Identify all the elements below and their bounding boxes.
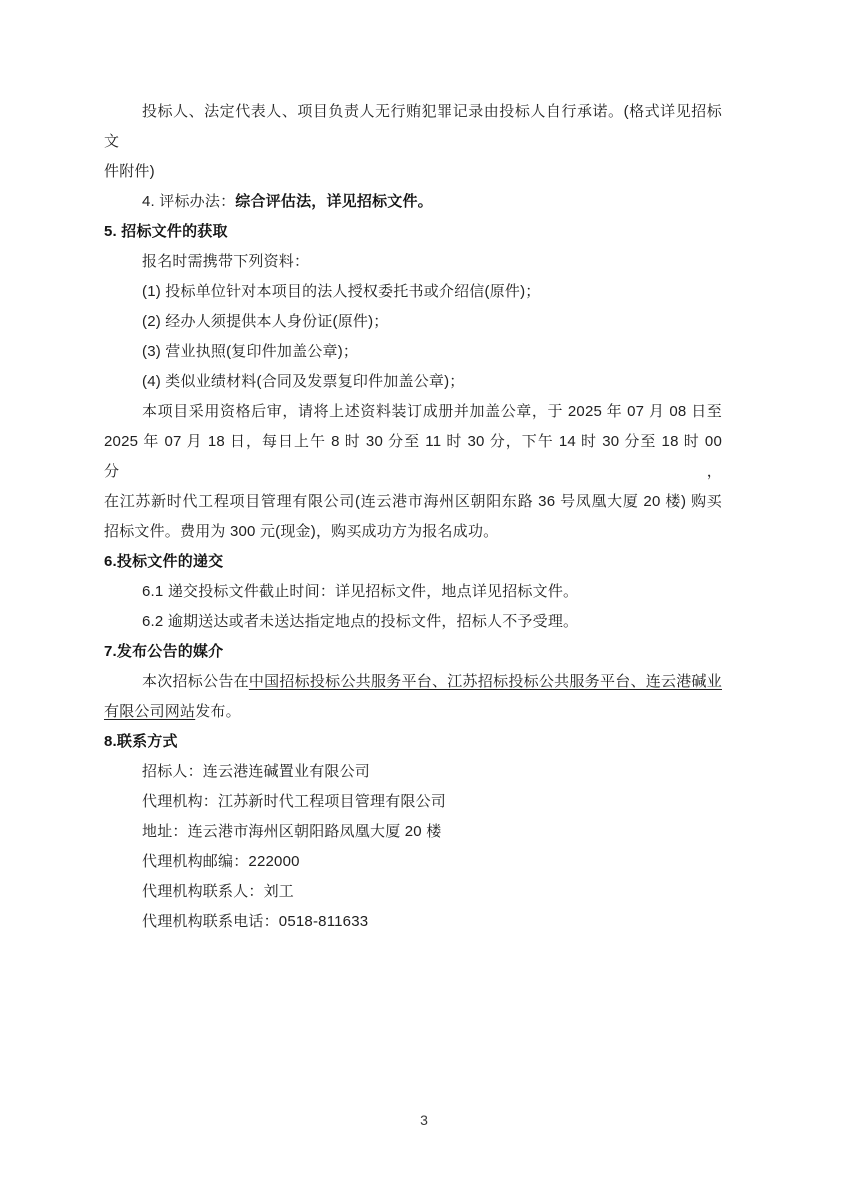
text-run: 代理机构：江苏新时代工程项目管理有限公司 <box>142 793 447 810</box>
text-run: 2025 年 07 月 18 日，每日上午 8 时 30 分至 11 时 30 分，下午 14 时 30 分至 18 时 00 分， <box>104 433 722 480</box>
text-run: 招标人：连云港连碱置业有限公司 <box>142 763 371 780</box>
text-run: (1) 投标单位针对本项目的法人授权委托书或介绍信(原件)； <box>142 283 541 300</box>
text-run: 综合评估法，详见招标文件。 <box>235 193 433 210</box>
text-run: 件附件) <box>104 163 155 180</box>
text-run: 代理机构联系人：刘工 <box>142 883 295 900</box>
contact-address <box>104 817 722 847</box>
text-run: 发布。 <box>195 703 241 720</box>
text-run: 代理机构邮编：222000 <box>142 853 300 870</box>
material-item-3 <box>104 337 722 367</box>
announcement-media-line-2 <box>104 697 722 727</box>
text-run: 投标人、法定代表人、项目负责人无行贿犯罪记录由投标人自行承诺。(格式详见招标文 <box>104 103 722 150</box>
contact-tenderer <box>104 757 722 787</box>
text-run: 中国招标投标公共服务平台、江苏招标投标公共服务平台、连云港碱业 <box>248 673 722 690</box>
text-run: 有限公司网站 <box>104 703 196 720</box>
text-run: 7.发布公告的媒介 <box>104 643 224 660</box>
section-5-heading <box>104 217 722 247</box>
text-run: 5. 招标文件的获取 <box>104 223 228 240</box>
text-run: 4. 评标办法： <box>142 193 236 210</box>
purchase-info-line-4 <box>104 517 722 547</box>
announcement-media-line-1 <box>104 667 722 697</box>
text-run: 代理机构联系电话：0518-811633 <box>142 913 369 930</box>
bribery-commitment-line-1 <box>104 97 722 157</box>
evaluation-method <box>104 187 722 217</box>
text-run: 8.联系方式 <box>104 733 178 750</box>
material-item-2 <box>104 307 722 337</box>
document-content <box>104 97 722 937</box>
section-8-heading <box>104 727 722 757</box>
text-run: 报名时需携带下列资料： <box>142 253 310 270</box>
text-run: (4) 类似业绩材料(合同及发票复印件加盖公章)； <box>142 373 465 390</box>
purchase-info-line-2 <box>104 427 722 487</box>
text-run: (2) 经办人须提供本人身份证(原件)； <box>142 313 389 330</box>
purchase-info-line-3 <box>104 487 722 517</box>
text-run: 本项目采用资格后审，请将上述资料装订成册并加盖公章，于 2025 年 07 月 08 日至 <box>142 403 722 420</box>
page-number: 3 <box>420 1112 428 1128</box>
contact-phone <box>104 907 722 937</box>
section-6-heading <box>104 547 722 577</box>
clause-6-2 <box>104 607 722 637</box>
text-run: (3) 营业执照(复印件加盖公章)； <box>142 343 359 360</box>
text-run: 6.1 递交投标文件截止时间：详见招标文件，地点详见招标文件。 <box>142 583 579 600</box>
text-run: 6.投标文件的递交 <box>104 553 224 570</box>
contact-agency <box>104 787 722 817</box>
text-run: 在江苏新时代工程项目管理有限公司(连云港市海州区朝阳东路 36 号凤凰大厦 20 楼) 购买 <box>104 493 722 510</box>
material-item-4 <box>104 367 722 397</box>
text-run: 招标文件。费用为 300 元(现金)，购买成功方为报名成功。 <box>104 523 499 540</box>
registration-materials-intro <box>104 247 722 277</box>
contact-postcode <box>104 847 722 877</box>
bribery-commitment-line-2 <box>104 157 722 187</box>
material-item-1 <box>104 277 722 307</box>
section-7-heading <box>104 637 722 667</box>
purchase-info-line-1 <box>104 397 722 427</box>
text-run: 本次招标公告在 <box>142 673 249 690</box>
contact-person <box>104 877 722 907</box>
text-run: 地址：连云港市海州区朝阳路凤凰大厦 20 楼 <box>142 823 442 840</box>
clause-6-1 <box>104 577 722 607</box>
text-run: 6.2 逾期送达或者未送达指定地点的投标文件，招标人不予受理。 <box>142 613 579 630</box>
